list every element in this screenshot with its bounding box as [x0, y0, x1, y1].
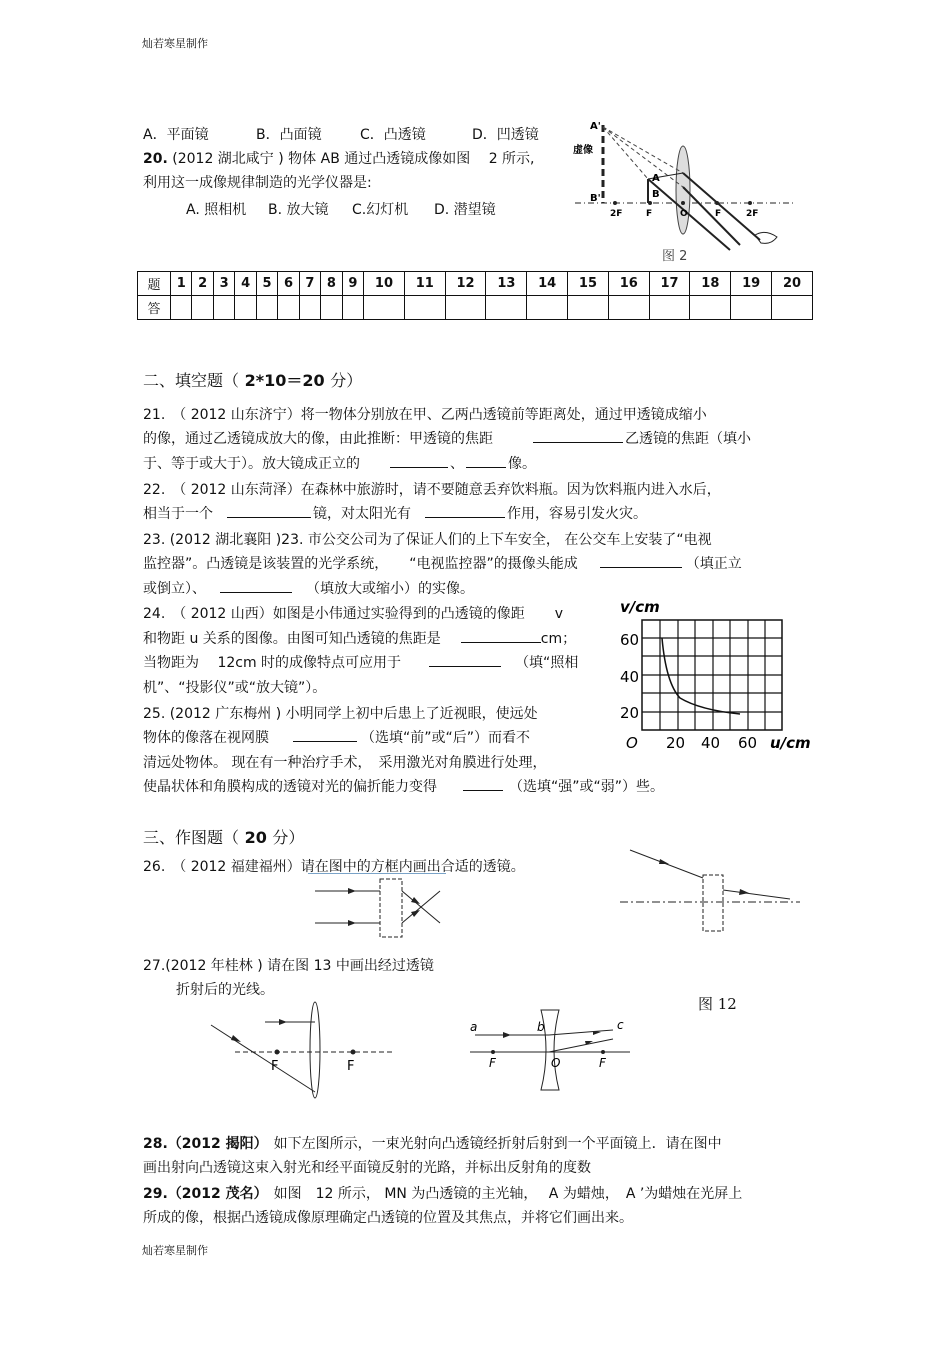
q29-number: 29.（2012 茂名）	[143, 1186, 268, 1202]
answer-cell[interactable]	[445, 296, 486, 320]
answer-cell[interactable]	[772, 296, 813, 320]
q24-graph-y-label: v/cm	[620, 598, 660, 616]
q24-line1	[143, 603, 563, 623]
q20-line2: 利用这一成像规律制造的光学仪器是:	[143, 175, 372, 191]
q25-line4	[143, 776, 664, 796]
section3-title-post: 分）	[272, 828, 305, 847]
q27-label-c: c	[617, 1018, 624, 1032]
figure-2-lens-diagram	[570, 115, 800, 265]
q27-label-b: b	[537, 1020, 545, 1034]
q25-line3: 清远处物体。 现在有一种治疗手术， 采用激光对角膜进行处理，	[143, 755, 547, 771]
answer-table-answer-head: 答	[138, 296, 171, 320]
fig2-label-o: O	[680, 209, 688, 219]
q24-line1-text-a: 24. （ 2012 山西）如图是小伟通过实验得到的凸透镜的像距	[143, 606, 525, 622]
q24-line1-text-b: v	[554, 606, 564, 622]
q24-line3-text-a: 当物距为 12cm 时的成像特点可应用于	[143, 655, 402, 671]
answer-cell[interactable]	[342, 296, 363, 320]
q21-line1: 21. （ 2012 山东济宁）将一物体分别放在甲、乙两凸透镜前等距离处，通过甲透镜成缩小	[143, 407, 707, 423]
q21-line3	[143, 453, 536, 473]
q24-line4: 机”、“投影仪”或“放大镜”）。	[143, 680, 327, 696]
q19-option-c: C．凸透镜	[360, 127, 426, 143]
q21-blank-2[interactable]	[390, 455, 448, 468]
q22-blank-2[interactable]	[425, 505, 505, 518]
answer-cell[interactable]	[171, 296, 192, 320]
q25-line2	[143, 727, 530, 747]
q24-graph-x-tick: 20	[666, 734, 686, 752]
section2-title-score: 2*10＝20	[239, 371, 331, 390]
answer-cell[interactable]	[299, 296, 320, 320]
answer-cell[interactable]	[486, 296, 527, 320]
answer-cell[interactable]	[649, 296, 690, 320]
answer-cell[interactable]	[608, 296, 649, 320]
answer-table-number: 17	[649, 272, 690, 296]
fig2-label-b-prime: B'	[590, 193, 601, 204]
q27-line1: 27.(2012 年桂林 ) 请在图 13 中画出经过透镜	[143, 958, 434, 974]
q23-line2	[143, 553, 742, 573]
q24-graph-x-tick: 60	[738, 734, 758, 752]
q24-line3	[143, 652, 578, 672]
answer-cell[interactable]	[364, 296, 405, 320]
q21-line2-text-a: 的像，通过乙透镜成放大的像，由此推断：甲透镜的焦距	[143, 431, 493, 447]
fig2-label-virtual: 虚像	[573, 145, 593, 156]
answer-table-number: 7	[299, 272, 320, 296]
q21-line2	[143, 428, 751, 448]
answer-cell[interactable]	[321, 296, 342, 320]
q27-label-a: a	[470, 1020, 478, 1034]
fig2-caption: 图 2	[662, 249, 688, 264]
q19-option-a: A．平面镜	[143, 127, 209, 143]
q27-figure-concave	[465, 1005, 635, 1095]
q23-line3-text-a: 或倒立）、	[143, 581, 206, 597]
q28-line2: 画出射向凸透镜这束入射光和经平面镜反射的光路，并标出反射角的度数	[143, 1160, 591, 1176]
q27-label-f4: F	[599, 1056, 606, 1070]
answer-table-number: 10	[364, 272, 405, 296]
q25-blank-1[interactable]	[293, 729, 357, 742]
q26-text: 26. （ 2012 福建福州）请在图中的方框内画出合适的透镜。	[143, 859, 525, 875]
answer-table-answer-row	[138, 296, 813, 320]
answer-table-number: 18	[690, 272, 731, 296]
q24-graph-y-tick: 20	[620, 704, 640, 722]
q20-number: 20.	[143, 151, 168, 167]
answer-table-number: 16	[608, 272, 649, 296]
q23-line2-text-a: 监控器”。凸透镜是该装置的光学系统， “电视监控器”的摄像头能成	[143, 556, 578, 572]
q27-fig12-caption: 图 12	[698, 995, 737, 1013]
answer-table	[137, 271, 813, 320]
section3-title-pre: 三、作图题（	[143, 828, 240, 847]
q24-line2-text-b: cm；	[540, 631, 577, 647]
q25-line1: 25. (2012 广东梅州 ) 小明同学上初中后患上了近视眼，使远处	[143, 706, 538, 722]
q23-line1: 23. (2012 湖北襄阳 )23. 市公交公司为了保证人们的上下车安全， 在公交车上安装了“电视	[143, 532, 712, 548]
fig2-label-a: A	[652, 173, 660, 184]
q19-option-d: D．凹透镜	[472, 127, 539, 143]
answer-table-number: 1	[171, 272, 192, 296]
q27-label-f1: F	[271, 1059, 279, 1074]
answer-cell[interactable]	[278, 296, 299, 320]
answer-table-number: 13	[486, 272, 527, 296]
q26-figure-right	[615, 845, 805, 940]
answer-table-number-row	[138, 272, 813, 296]
fig2-label-f-right: F	[715, 209, 722, 219]
q25-blank-2[interactable]	[463, 778, 503, 791]
q20-option-a: A. 照相机	[186, 202, 247, 218]
q22-blank-1[interactable]	[227, 505, 311, 518]
answer-cell[interactable]	[568, 296, 609, 320]
q24-graph-y-tick: 60	[620, 631, 640, 649]
section2-title-pre: 二、填空题（	[143, 371, 240, 390]
q23-line2-text-b: （填正立	[685, 556, 742, 572]
q21-blank-1[interactable]	[533, 430, 623, 443]
q29-line2: 所成的像，根据凸透镜成像原理确定凸透镜的位置及其焦点，并将它们画出来。	[143, 1210, 633, 1226]
answer-table-question-head: 题	[138, 272, 171, 296]
answer-table-number: 9	[342, 272, 363, 296]
q23-blank-2[interactable]	[220, 580, 292, 593]
q27-label-f2: F	[347, 1059, 355, 1074]
q22-line2-text-b: 镜，对太阳光有	[313, 506, 411, 522]
q24-line2-text-a: 和物距 u 关系的图像。由图可知凸透镜的焦距是	[143, 631, 441, 647]
q20-option-b: B. 放大镜	[268, 202, 329, 218]
q27-label-f3: F	[489, 1056, 496, 1070]
q24-graph	[620, 598, 820, 753]
q25-line2-text-b: （选填“前”或“后”）而看不	[361, 730, 531, 746]
section2-title-post: 分）	[330, 371, 363, 390]
q29-line1-text: 如图 12 所示， MN 为凸透镜的主光轴， A 为蜡烛， A ’为蜡烛在光屏上	[273, 1186, 743, 1202]
fig2-label-f-left: F	[646, 209, 653, 219]
q24-blank-1[interactable]	[461, 630, 541, 643]
q21-line3-text-a: 于、等于或大于）。放大镜成正立的	[143, 456, 360, 472]
q27-label-o: O	[551, 1056, 561, 1070]
fig2-label-a-prime: A'	[590, 121, 601, 132]
q20-option-c: C.幻灯机	[352, 202, 409, 218]
header-text: 灿若寒星制作	[142, 37, 208, 50]
q28-line1	[143, 1133, 722, 1153]
q21-line2-text-b: 乙透镜的焦距（填小	[625, 431, 751, 447]
q27-line2: 折射后的光线。	[176, 982, 274, 998]
q23-line3	[143, 578, 474, 598]
answer-cell[interactable]	[256, 296, 277, 320]
fig2-label-2f-right: 2F	[746, 209, 759, 219]
answer-cell[interactable]	[192, 296, 213, 320]
q29-line1	[143, 1183, 742, 1203]
q26-figure-left	[310, 875, 460, 945]
q20-line1-text: (2012 湖北咸宁 ) 物体 AB 通过凸透镜成像如图 2 所示,	[172, 151, 535, 167]
answer-cell[interactable]	[690, 296, 731, 320]
section2-title	[143, 368, 362, 391]
q24-line3-text-b: （填“照相	[515, 655, 579, 671]
q25-line4-text-a: 使晶状体和角膜构成的透镜对光的偏折能力变得	[143, 779, 437, 795]
answer-table-number: 2	[192, 272, 213, 296]
fig2-label-2f-left: 2F	[610, 209, 623, 219]
q21-line3-text-b: 、	[450, 456, 464, 472]
q24-graph-x-label: u/cm	[770, 734, 811, 752]
q24-blank-2[interactable]	[429, 654, 501, 667]
q24-line2	[143, 628, 576, 648]
answer-table-number: 4	[235, 272, 256, 296]
q23-line3-text-b: （填放大或缩小）的实像。	[306, 581, 474, 597]
q19-option-b: B．凸面镜	[256, 127, 322, 143]
q25-line4-text-b: （选填“强”或“弱”）些。	[509, 779, 665, 795]
q28-number: 28.（2012 揭阳）	[143, 1136, 268, 1152]
fig2-label-b: B	[652, 189, 660, 200]
q21-line3-text-c: 像。	[508, 456, 536, 472]
q23-blank-1[interactable]	[600, 555, 682, 568]
section3-title-score: 20	[239, 828, 273, 847]
answer-table-number: 5	[256, 272, 277, 296]
answer-table-number: 3	[213, 272, 234, 296]
q24-graph-y-tick: 40	[620, 668, 640, 686]
q24-graph-origin: O	[626, 734, 638, 752]
q22-line2	[143, 503, 647, 523]
answer-cell[interactable]	[527, 296, 568, 320]
answer-table-number: 14	[527, 272, 568, 296]
answer-table-number: 19	[731, 272, 772, 296]
answer-cell[interactable]	[235, 296, 256, 320]
q20-option-d: D. 潜望镜	[434, 202, 496, 218]
answer-table-number: 15	[568, 272, 609, 296]
footer-text: 灿若寒星制作	[142, 1244, 208, 1257]
answer-table-number: 20	[772, 272, 813, 296]
q27-figure-convex	[205, 1000, 405, 1105]
q22-line2-text-c: 作用，容易引发火灾。	[507, 506, 647, 522]
q28-line1-text: 如下左图所示，一束光射向凸透镜经折射后射到一个平面镜上．请在图中	[273, 1136, 722, 1152]
q22-line1: 22. （ 2012 山东菏泽）在森林中旅游时，请不要随意丢弃饮料瓶。因为饮料瓶内进入水后，	[143, 482, 721, 498]
answer-cell[interactable]	[731, 296, 772, 320]
answer-cell[interactable]	[404, 296, 445, 320]
answer-table-number: 12	[445, 272, 486, 296]
answer-cell[interactable]	[213, 296, 234, 320]
q25-line2-text-a: 物体的像落在视网膜	[143, 730, 269, 746]
q24-graph-x-tick: 40	[701, 734, 721, 752]
q26-underline-mark	[308, 873, 446, 874]
answer-table-number: 8	[321, 272, 342, 296]
section3-title	[143, 825, 304, 848]
answer-table-number: 6	[278, 272, 299, 296]
q21-blank-3[interactable]	[466, 455, 506, 468]
answer-table-number: 11	[404, 272, 445, 296]
q20-line1	[143, 148, 535, 168]
q22-line2-text-a: 相当于一个	[143, 506, 213, 522]
